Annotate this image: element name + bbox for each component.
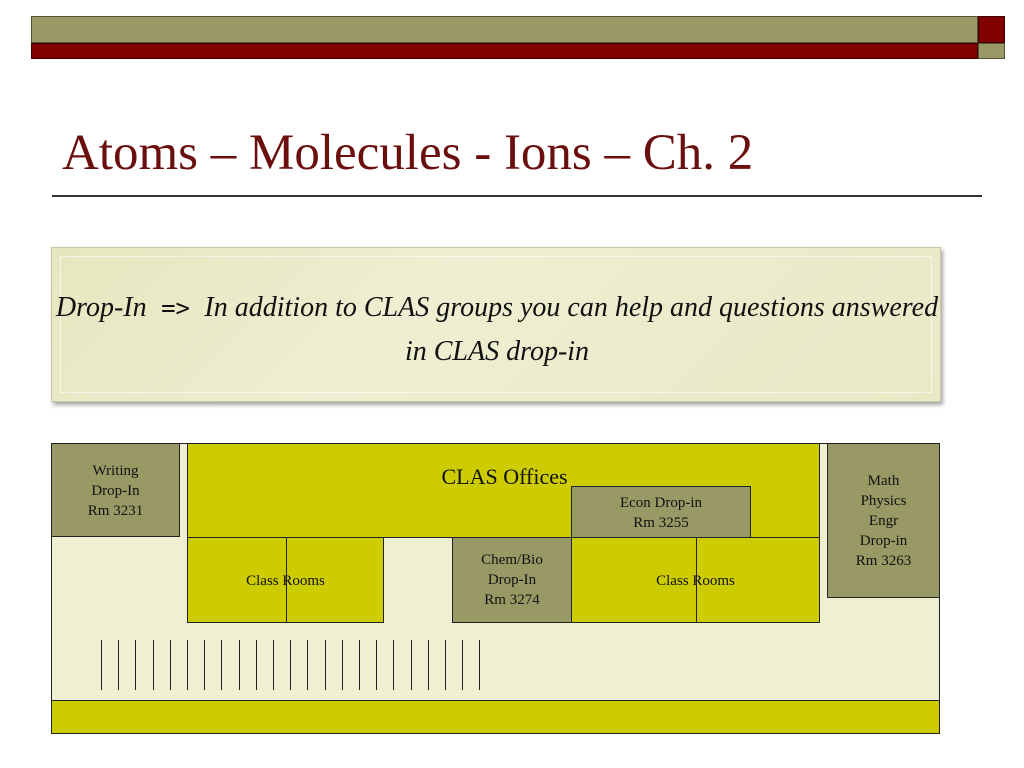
header-square-olive <box>978 43 1005 59</box>
chem-bio-label-line: Drop-In <box>487 572 537 588</box>
stair-step-line <box>239 640 240 690</box>
stair-step-line <box>221 640 222 690</box>
stair-step-line <box>170 640 171 690</box>
stair-step-line <box>307 640 308 690</box>
math-room-number: Rm 3263 <box>855 553 912 569</box>
stair-step-line <box>393 640 394 690</box>
math-label-line: Physics <box>860 493 907 509</box>
header-bar-olive <box>31 16 978 43</box>
stair-step-line <box>256 640 257 690</box>
callout-text <box>52 286 942 374</box>
stair-step-line <box>204 640 205 690</box>
class-rooms-right-label: Class Rooms <box>656 573 735 589</box>
writing-room-number: Rm 3231 <box>87 503 144 519</box>
math-label <box>828 471 939 571</box>
stair-step-line <box>479 640 480 690</box>
stair-step-line <box>462 640 463 690</box>
stair-step-line <box>376 640 377 690</box>
clas-offices-label: CLAS Offices <box>441 464 568 489</box>
title-divider <box>52 195 982 197</box>
stair-step-line <box>342 640 343 690</box>
class-rooms-left <box>187 537 384 623</box>
slide-title: Atoms – Molecules - Ions – Ch. 2 <box>62 125 754 181</box>
econ-drop-in-room <box>571 486 751 538</box>
class-rooms-right <box>571 537 820 623</box>
stair-step-line <box>325 640 326 690</box>
math-physics-engr-drop-in-room <box>827 443 940 598</box>
writing-label <box>52 461 179 521</box>
chem-bio-room-number: Rm 3274 <box>484 592 540 608</box>
class-rooms-left-label: Class Rooms <box>246 573 325 589</box>
stair-step-line <box>411 640 412 690</box>
callout-body: In addition to CLAS groups you can help and questions answered in CLAS drop-in <box>204 292 939 367</box>
stair-step-line <box>118 640 119 690</box>
chem-bio-label <box>453 550 571 610</box>
writing-label-line: Writing <box>92 463 139 479</box>
callout-arrow: => <box>146 294 205 322</box>
math-label-line: Math <box>867 473 900 489</box>
stair-step-line <box>187 640 188 690</box>
stair-step-line <box>101 640 102 690</box>
stair-step-line <box>153 640 154 690</box>
stair-step-line <box>273 640 274 690</box>
callout-lead: Drop-In <box>55 292 147 323</box>
stair-step-line <box>135 640 136 690</box>
econ-room-number: Rm 3255 <box>633 515 689 531</box>
stair-step-line <box>290 640 291 690</box>
math-label-line: Engr <box>868 513 899 529</box>
econ-label <box>572 493 750 533</box>
math-label-line: Drop-in <box>859 533 908 549</box>
drop-in-callout <box>51 247 941 402</box>
bottom-corridor-strip <box>51 700 940 734</box>
stairs <box>95 640 485 690</box>
header-square-maroon <box>978 16 1005 43</box>
stair-step-line <box>428 640 429 690</box>
writing-drop-in-room <box>51 443 180 537</box>
chem-bio-label-line: Chem/Bio <box>481 552 543 568</box>
chem-bio-drop-in-room <box>452 537 572 623</box>
writing-label-line: Drop-In <box>91 483 140 499</box>
econ-label-line: Econ Drop-in <box>619 495 703 511</box>
stair-step-line <box>359 640 360 690</box>
header-bar-maroon <box>31 43 978 59</box>
stair-step-line <box>445 640 446 690</box>
